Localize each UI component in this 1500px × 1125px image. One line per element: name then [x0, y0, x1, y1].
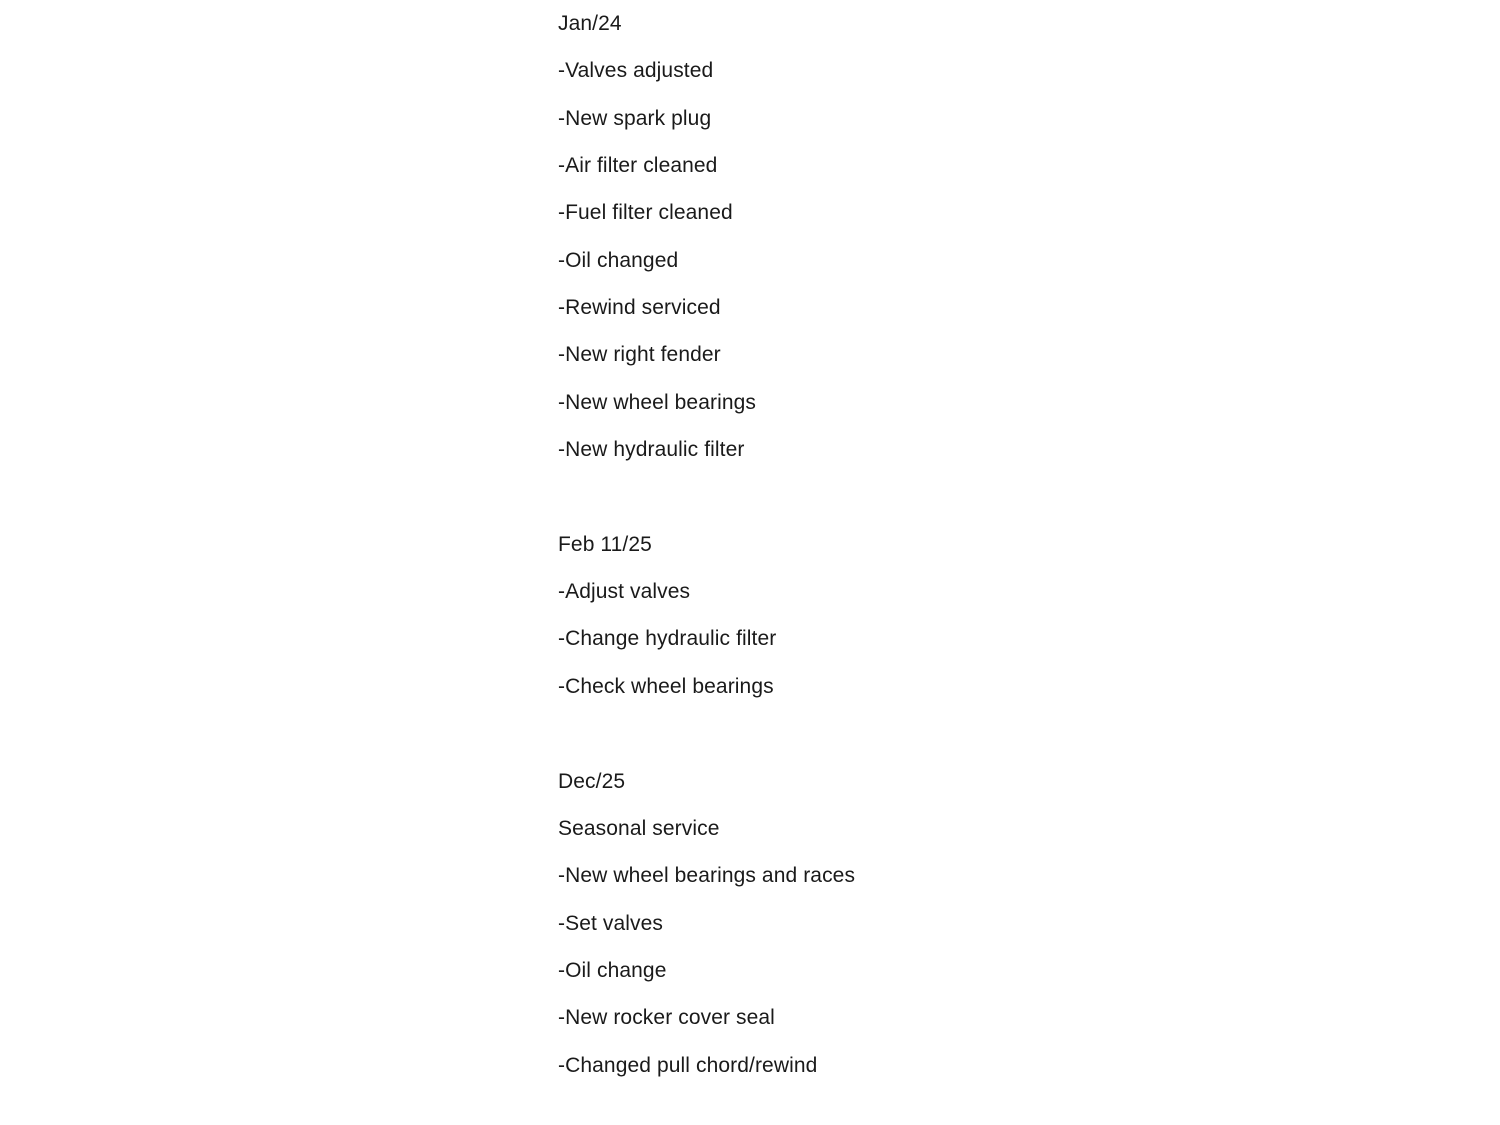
entry-line: -New rocker cover seal: [558, 1006, 775, 1030]
entry-line: Seasonal service: [558, 816, 720, 840]
blank-line: [558, 718, 1258, 765]
entry-line: -Changed pull chord/rewind: [558, 1053, 818, 1077]
entry-line: -Set valves: [558, 911, 663, 935]
entry-line: -Change hydraulic filter: [558, 627, 777, 651]
entry-line: -Adjust valves: [558, 580, 691, 604]
service-entry-dec-25: [558, 766, 1258, 1097]
service-entry-jan-24: [558, 8, 1258, 481]
entry-date: Jan/24: [558, 12, 622, 35]
entry-line: -New wheel bearings: [558, 390, 756, 414]
entry-line: -Oil changed: [558, 248, 679, 272]
entry-line: -New right fender: [558, 343, 721, 367]
entry-line: -Fuel filter cleaned: [558, 201, 733, 225]
service-entry-feb-11-25: [558, 529, 1258, 718]
service-log: [558, 8, 1258, 1097]
entry-line: -Rewind serviced: [558, 296, 721, 320]
entry-line: -New wheel bearings and races: [558, 864, 856, 888]
entry-line: -Check wheel bearings: [558, 674, 774, 698]
entry-line: -Air filter cleaned: [558, 154, 718, 178]
blank-line: [558, 481, 1258, 528]
entry-line: -Oil change: [558, 958, 667, 982]
entry-date: Feb 11/25: [558, 532, 652, 556]
entry-line: -New hydraulic filter: [558, 438, 745, 462]
entry-date: Dec/25: [558, 769, 626, 793]
entry-line: -Valves adjusted: [558, 59, 714, 83]
entry-line: -New spark plug: [558, 106, 712, 130]
